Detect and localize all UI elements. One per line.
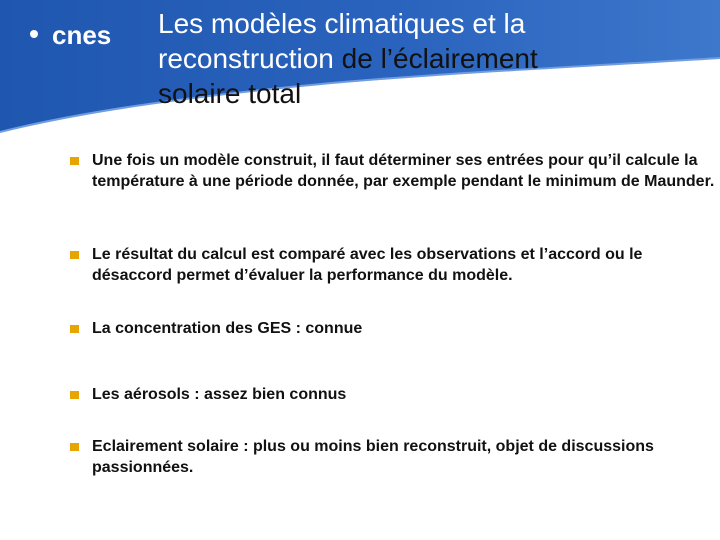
cnes-logo-icon — [28, 20, 42, 48]
title-line-1: Les modèles climatiques et la — [158, 8, 526, 39]
title-line-2a: reconstruction — [158, 43, 334, 74]
bullet-item — [70, 436, 715, 478]
title-line-3: solaire total — [158, 78, 302, 109]
bullet-square-icon — [70, 443, 79, 451]
bullet-text: Eclairement solaire : plus ou moins bien reconstruit, objet de discussions passionnées. — [92, 438, 654, 476]
bullet-text: Le résultat du calcul est comparé avec les observations et l’accord ou le désaccord permet d’évaluer la performance du modèle. — [92, 246, 643, 284]
page-title — [158, 6, 698, 111]
logo-text: cnes — [52, 20, 112, 50]
bullet-item — [70, 384, 715, 405]
bullet-item — [70, 318, 715, 339]
bullet-square-icon — [70, 325, 79, 333]
bullet-square-icon — [70, 251, 79, 259]
bullet-item — [70, 150, 715, 192]
cnes-logo — [22, 14, 132, 54]
bullet-square-icon — [70, 157, 79, 165]
bullet-item — [70, 244, 715, 286]
bullet-text: Une fois un modèle construit, il faut déterminer ses entrées pour qu’il calcule la température à une période donnée, par exemple pendant le minimum de Maunder. — [92, 152, 715, 190]
title-line-2b: de l’éclairement — [333, 43, 538, 74]
bullet-text: La concentration des GES : connue — [92, 320, 363, 337]
bullet-text: Les aérosols : assez bien connus — [92, 386, 347, 403]
bullet-square-icon — [70, 391, 79, 399]
